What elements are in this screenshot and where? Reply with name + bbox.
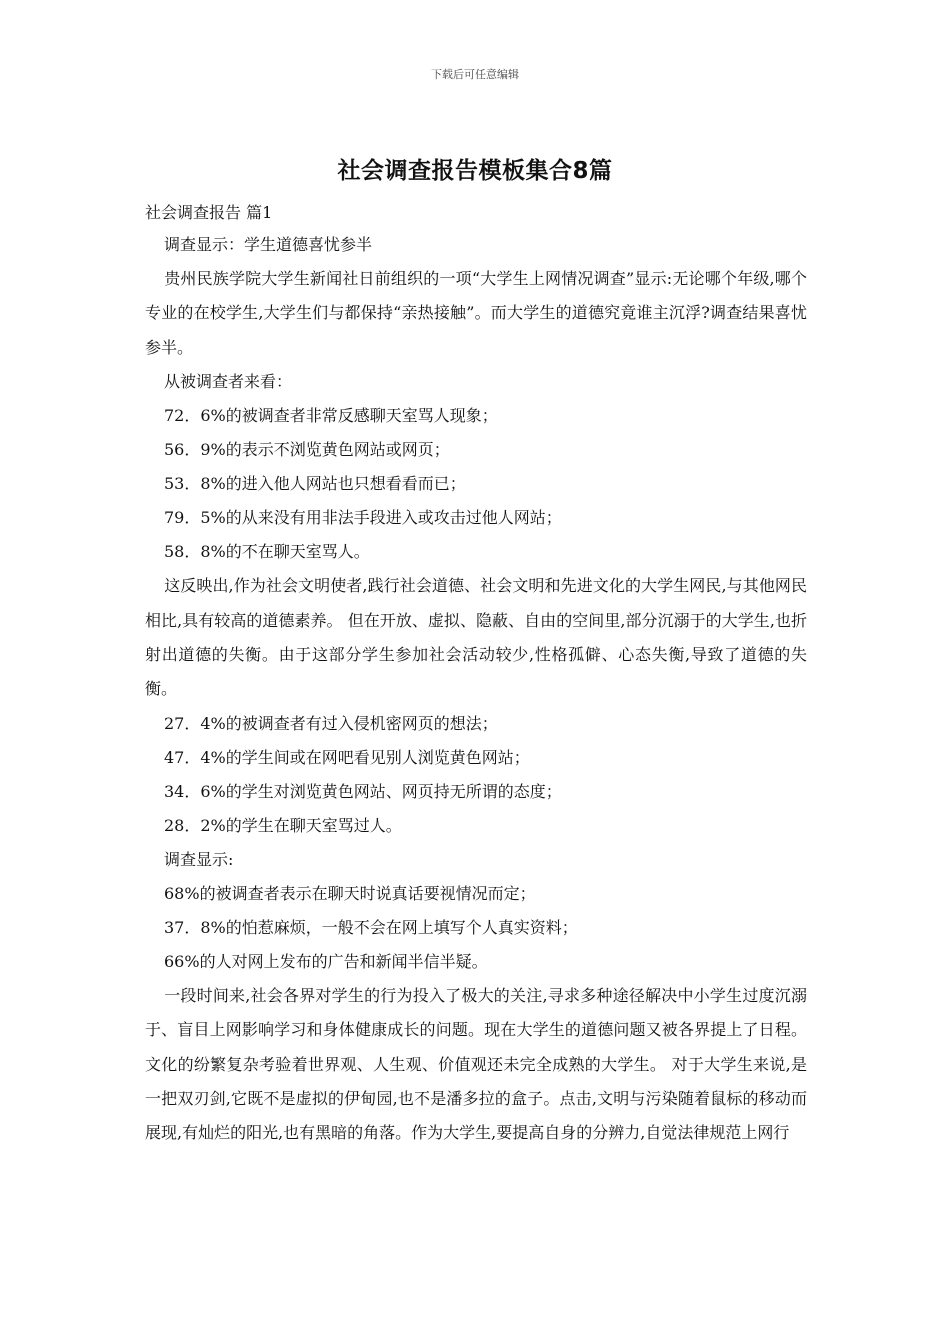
document-title: 社会调查报告模板集合8篇: [337, 158, 613, 184]
stat-line: 28．2%的学生在聊天室骂过人。: [164, 815, 402, 835]
stat-line: 47．4%的学生间或在网吧看见别人浏览黄色网站；: [164, 747, 530, 767]
paragraph-intro: 贵州民族学院大学生新闻社日前组织的一项“大学生上网情况调查”显示:无论哪个年级,哪个专业的在校学生,大学生们与都保持“亲热接触”。而大学生的道德究竟谁主沉浮?调查结果喜忧参半。: [145, 269, 807, 357]
header-note: 下载后可任意编辑: [431, 68, 519, 81]
survey-shows-heading: 调查显示:: [164, 849, 234, 869]
stat-line: 53．8%的进入他人网站也只想看看而已；: [164, 474, 466, 494]
stat-line: 56．9%的表示不浏览黄色网站或网页；: [164, 440, 450, 460]
respondents-heading: 从被调查者来看：: [164, 372, 293, 392]
document-body: [145, 198, 807, 1151]
stat-line: 37．8%的怕惹麻烦，一般不会在网上填写个人真实资料；: [164, 917, 578, 937]
stat-line: 79．5%的从来没有用非法手段进入或攻击过他人网站；: [164, 508, 562, 528]
stat-line: 66%的人对网上发布的广告和新闻半信半疑。: [164, 951, 488, 971]
stat-line: 72．6%的被调查者非常反感聊天室骂人现象；: [164, 406, 498, 426]
section-label: 社会调查报告 篇1: [145, 203, 273, 222]
stat-line: 34．6%的学生对浏览黄色网站、网页持无所谓的态度；: [164, 781, 562, 801]
stat-line: 58．8%的不在聊天室骂人。: [164, 542, 370, 562]
paragraph-conclusion: 一段时间来,社会各界对学生的行为投入了极大的关注,寻求多种途径解决中小学生过度沉溺于、盲目上网影响学习和身体健康成长的问题。现在大学生的道德问题又被各界提上了日程。文化的纷繁复杂考验着世界观、人生观、价值观还未完全成熟的大学生。 对于大学生来说,是一把双刃剑,它既不是虚拟的伊甸园,也不是潘多拉的盒子。点击,文明与污染随着鼠标的移动而展现,有灿烂的阳光,也有黑暗的角落。作为大学生,要提高自身的分辨力,自觉法律规范上网行: [145, 985, 807, 1143]
stat-line: 68%的被调查者表示在聊天时说真话要视情况而定；: [164, 883, 536, 903]
survey-headline: 调查显示：学生道德喜忧参半: [164, 235, 373, 254]
paragraph-analysis: 这反映出,作为社会文明使者,践行社会道德、社会文明和先进文化的大学生网民,与其他网民相比,具有较高的道德素养。 但在开放、虚拟、隐蔽、自由的空间里,部分沉溺于的大学生,也折射出道德的失衡。由于这部分学生参加社会活动较少,性格孤僻、心态失衡,导致了道德的失衡。: [145, 576, 807, 699]
stat-line: 27．4%的被调查者有过入侵机密网页的想法；: [164, 713, 498, 733]
